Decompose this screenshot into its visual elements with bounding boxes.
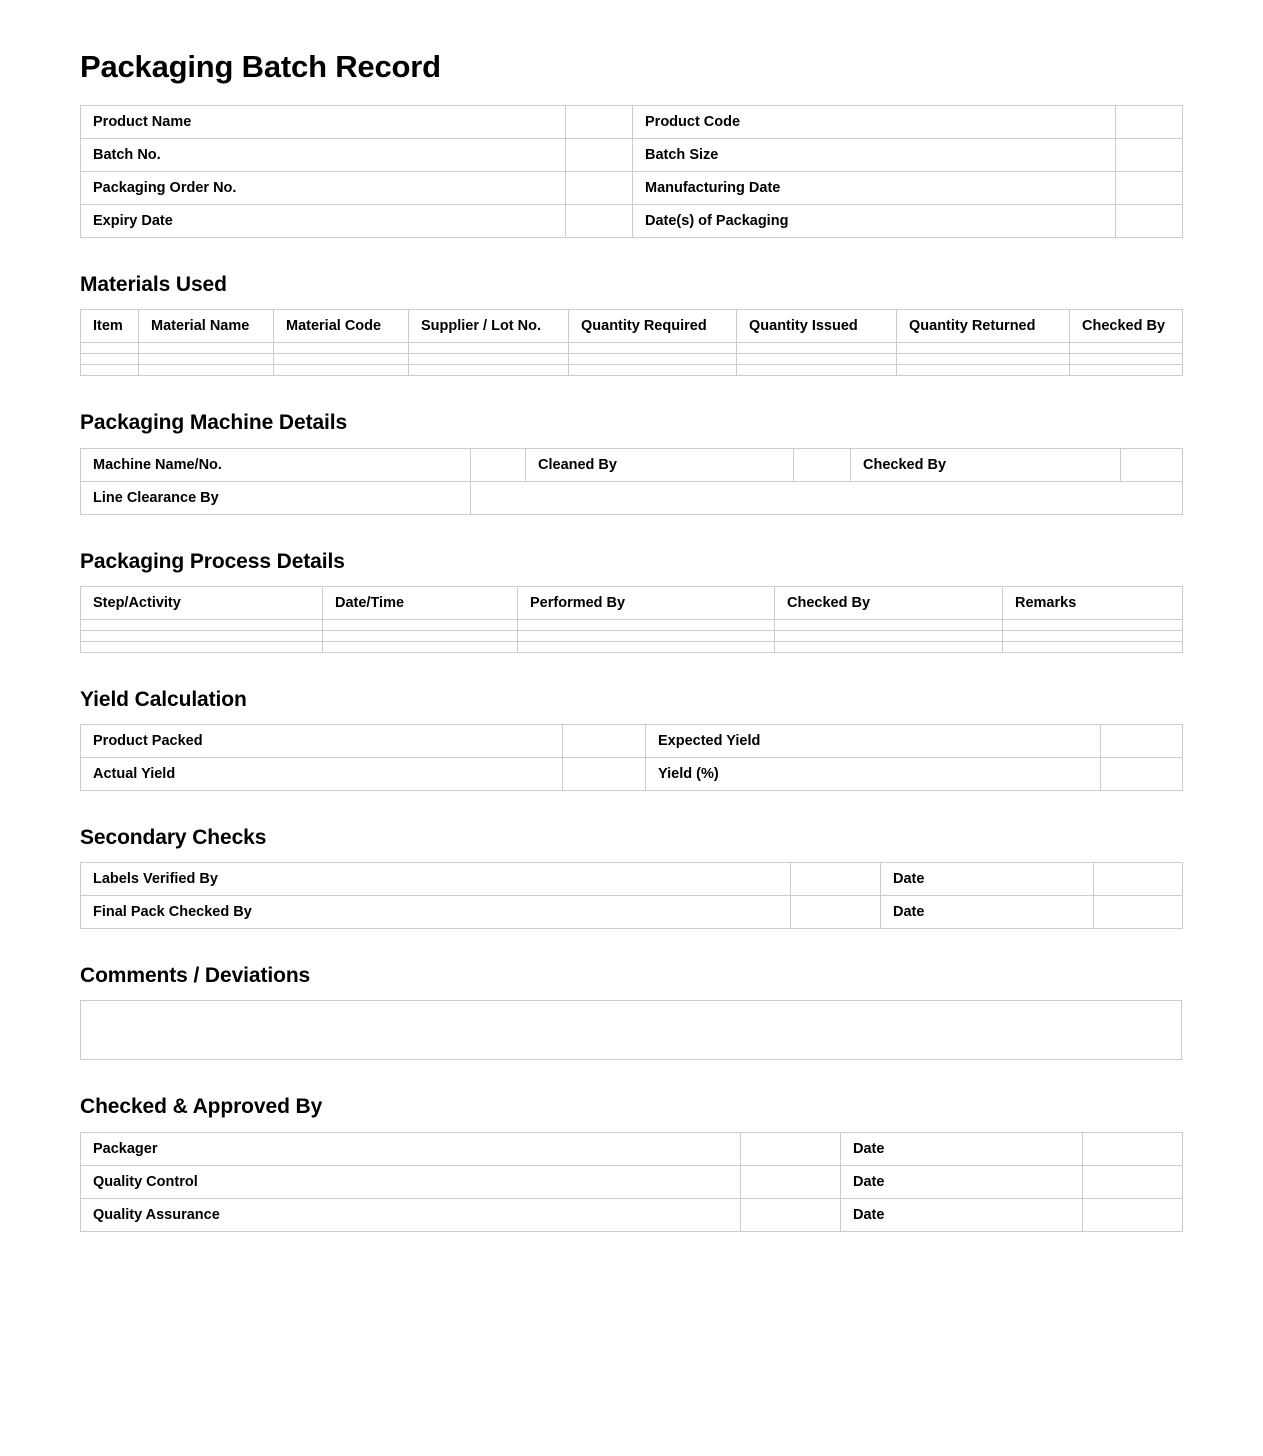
column-header-quantity-issued: Quantity Issued [737, 310, 897, 343]
cell-checked-by[interactable] [1070, 354, 1183, 365]
cell-quantity-issued[interactable] [737, 365, 897, 376]
field-label-product-name: Product Name [81, 106, 566, 139]
cell-item[interactable] [81, 365, 139, 376]
cell-quantity-required[interactable] [569, 365, 737, 376]
cell-supplier-lot-no[interactable] [409, 365, 569, 376]
table-header-row [81, 586, 1183, 619]
cell-quantity-returned[interactable] [897, 365, 1070, 376]
table-header-row [81, 310, 1183, 343]
materials-used-table [80, 309, 1183, 376]
field-label-expected-yield: Expected Yield [646, 724, 1101, 757]
field-value-packager-date[interactable] [1083, 1132, 1183, 1165]
cell-quantity-issued[interactable] [737, 343, 897, 354]
field-label-product-code: Product Code [633, 106, 1116, 139]
column-header-material-name: Material Name [139, 310, 274, 343]
table-row [81, 448, 1183, 481]
field-label-manufacturing-date: Manufacturing Date [633, 172, 1116, 205]
field-value-line-clearance-by[interactable] [471, 481, 1183, 514]
field-value-quality-control-date[interactable] [1083, 1165, 1183, 1198]
column-header-checked-by: Checked By [1070, 310, 1183, 343]
column-header-material-code: Material Code [274, 310, 409, 343]
table-row [81, 106, 1183, 139]
field-label-labels-verified-by: Labels Verified By [81, 863, 791, 896]
cell-quantity-required[interactable] [569, 343, 737, 354]
table-row [81, 1165, 1183, 1198]
field-value-labels-verified-date[interactable] [1094, 863, 1183, 896]
cell-material-code[interactable] [274, 365, 409, 376]
cell-performed-by[interactable] [518, 630, 775, 641]
section-title-process-details: Packaging Process Details [80, 549, 345, 573]
column-header-remarks: Remarks [1003, 586, 1183, 619]
section-title-secondary-checks: Secondary Checks [80, 825, 267, 849]
field-value-final-pack-checked-by[interactable] [791, 896, 881, 929]
field-value-machine-name-no[interactable] [471, 448, 526, 481]
table-row [81, 343, 1183, 354]
cell-step-activity[interactable] [81, 619, 323, 630]
cell-date-time[interactable] [323, 630, 518, 641]
column-header-checked-by: Checked By [775, 586, 1003, 619]
cell-quantity-issued[interactable] [737, 354, 897, 365]
field-label-dates-of-packaging: Date(s) of Packaging [633, 205, 1116, 238]
cell-performed-by[interactable] [518, 641, 775, 652]
cell-checked-by[interactable] [775, 630, 1003, 641]
field-label-actual-yield: Actual Yield [81, 757, 563, 790]
field-label-final-pack-checked-by: Final Pack Checked By [81, 896, 791, 929]
table-row [81, 630, 1183, 641]
field-label-yield-percent: Yield (%) [646, 757, 1101, 790]
table-row [81, 863, 1183, 896]
cell-checked-by[interactable] [775, 619, 1003, 630]
column-header-step-activity: Step/Activity [81, 586, 323, 619]
cell-step-activity[interactable] [81, 641, 323, 652]
field-value-quality-assurance[interactable] [741, 1198, 841, 1231]
section-title-materials-used: Materials Used [80, 273, 227, 297]
table-row [81, 481, 1183, 514]
field-value-batch-no[interactable] [566, 139, 633, 172]
table-row [81, 641, 1183, 652]
approvals-table [80, 1132, 1183, 1232]
table-row [81, 1132, 1183, 1165]
cell-material-name[interactable] [139, 354, 274, 365]
column-header-performed-by: Performed By [518, 586, 775, 619]
cell-supplier-lot-no[interactable] [409, 343, 569, 354]
cell-material-code[interactable] [274, 343, 409, 354]
table-row [81, 172, 1183, 205]
field-label-labels-verified-date: Date [881, 863, 1094, 896]
field-label-batch-size: Batch Size [633, 139, 1116, 172]
field-value-checked-by[interactable] [1121, 448, 1183, 481]
cell-step-activity[interactable] [81, 630, 323, 641]
field-label-line-clearance-by: Line Clearance By [81, 481, 471, 514]
section-title-yield-calculation: Yield Calculation [80, 687, 247, 711]
secondary-checks-table [80, 862, 1183, 929]
field-value-quality-control[interactable] [741, 1165, 841, 1198]
cell-item[interactable] [81, 343, 139, 354]
cell-material-name[interactable] [139, 365, 274, 376]
cell-date-time[interactable] [323, 641, 518, 652]
process-details-table [80, 586, 1183, 653]
field-label-machine-name-no: Machine Name/No. [81, 448, 471, 481]
field-label-packaging-order-no: Packaging Order No. [81, 172, 566, 205]
cell-item[interactable] [81, 354, 139, 365]
field-label-packager: Packager [81, 1132, 741, 1165]
field-value-labels-verified-by[interactable] [791, 863, 881, 896]
cell-quantity-required[interactable] [569, 354, 737, 365]
cell-quantity-returned[interactable] [897, 343, 1070, 354]
field-value-batch-size[interactable] [1116, 139, 1183, 172]
field-value-product-name[interactable] [566, 106, 633, 139]
field-label-quality-assurance-date: Date [841, 1198, 1083, 1231]
batch-info-table [80, 105, 1183, 238]
cell-remarks[interactable] [1003, 619, 1183, 630]
field-value-manufacturing-date[interactable] [1116, 172, 1183, 205]
field-value-dates-of-packaging[interactable] [1116, 205, 1183, 238]
field-label-quality-assurance: Quality Assurance [81, 1198, 741, 1231]
table-row [81, 365, 1183, 376]
column-header-quantity-required: Quantity Required [569, 310, 737, 343]
table-row [81, 619, 1183, 630]
section-title-machine-details: Packaging Machine Details [80, 411, 348, 435]
field-label-final-pack-checked-date: Date [881, 896, 1094, 929]
field-value-cleaned-by[interactable] [794, 448, 851, 481]
cell-remarks[interactable] [1003, 630, 1183, 641]
field-value-product-code[interactable] [1116, 106, 1183, 139]
cell-material-code[interactable] [274, 354, 409, 365]
table-row [81, 1198, 1183, 1231]
section-title-checked-approved-by: Checked & Approved By [80, 1095, 323, 1119]
machine-details-table [80, 448, 1183, 515]
column-header-supplier-lot-no: Supplier / Lot No. [409, 310, 569, 343]
field-label-quality-control: Quality Control [81, 1165, 741, 1198]
cell-quantity-returned[interactable] [897, 354, 1070, 365]
table-row [81, 354, 1183, 365]
field-label-checked-by: Checked By [851, 448, 1121, 481]
field-label-product-packed: Product Packed [81, 724, 563, 757]
field-label-expiry-date: Expiry Date [81, 205, 566, 238]
field-value-actual-yield[interactable] [563, 757, 646, 790]
cell-date-time[interactable] [323, 619, 518, 630]
field-label-packager-date: Date [841, 1132, 1083, 1165]
field-label-quality-control-date: Date [841, 1165, 1083, 1198]
cell-supplier-lot-no[interactable] [409, 354, 569, 365]
section-title-comments-deviations: Comments / Deviations [80, 964, 311, 988]
field-value-expected-yield[interactable] [1101, 724, 1183, 757]
field-value-packaging-order-no[interactable] [566, 172, 633, 205]
field-value-yield-percent[interactable] [1101, 757, 1183, 790]
column-header-quantity-returned: Quantity Returned [897, 310, 1070, 343]
cell-checked-by[interactable] [1070, 343, 1183, 354]
table-row [81, 205, 1183, 238]
field-label-cleaned-by: Cleaned By [526, 448, 794, 481]
cell-performed-by[interactable] [518, 619, 775, 630]
field-value-packager[interactable] [741, 1132, 841, 1165]
field-value-final-pack-checked-date[interactable] [1094, 896, 1183, 929]
table-row [81, 896, 1183, 929]
cell-checked-by[interactable] [775, 641, 1003, 652]
yield-calculation-table [80, 724, 1183, 791]
cell-remarks[interactable] [1003, 641, 1183, 652]
table-row [81, 139, 1183, 172]
field-value-expiry-date[interactable] [566, 205, 633, 238]
table-row [81, 724, 1183, 757]
field-value-quality-assurance-date[interactable] [1083, 1198, 1183, 1231]
field-label-batch-no: Batch No. [81, 139, 566, 172]
page-title: Packaging Batch Record [80, 49, 441, 84]
column-header-item: Item [81, 310, 139, 343]
comments-textarea[interactable] [80, 1000, 1182, 1060]
column-header-date-time: Date/Time [323, 586, 518, 619]
cell-material-name[interactable] [139, 343, 274, 354]
field-value-product-packed[interactable] [563, 724, 646, 757]
cell-checked-by[interactable] [1070, 365, 1183, 376]
table-row [81, 757, 1183, 790]
